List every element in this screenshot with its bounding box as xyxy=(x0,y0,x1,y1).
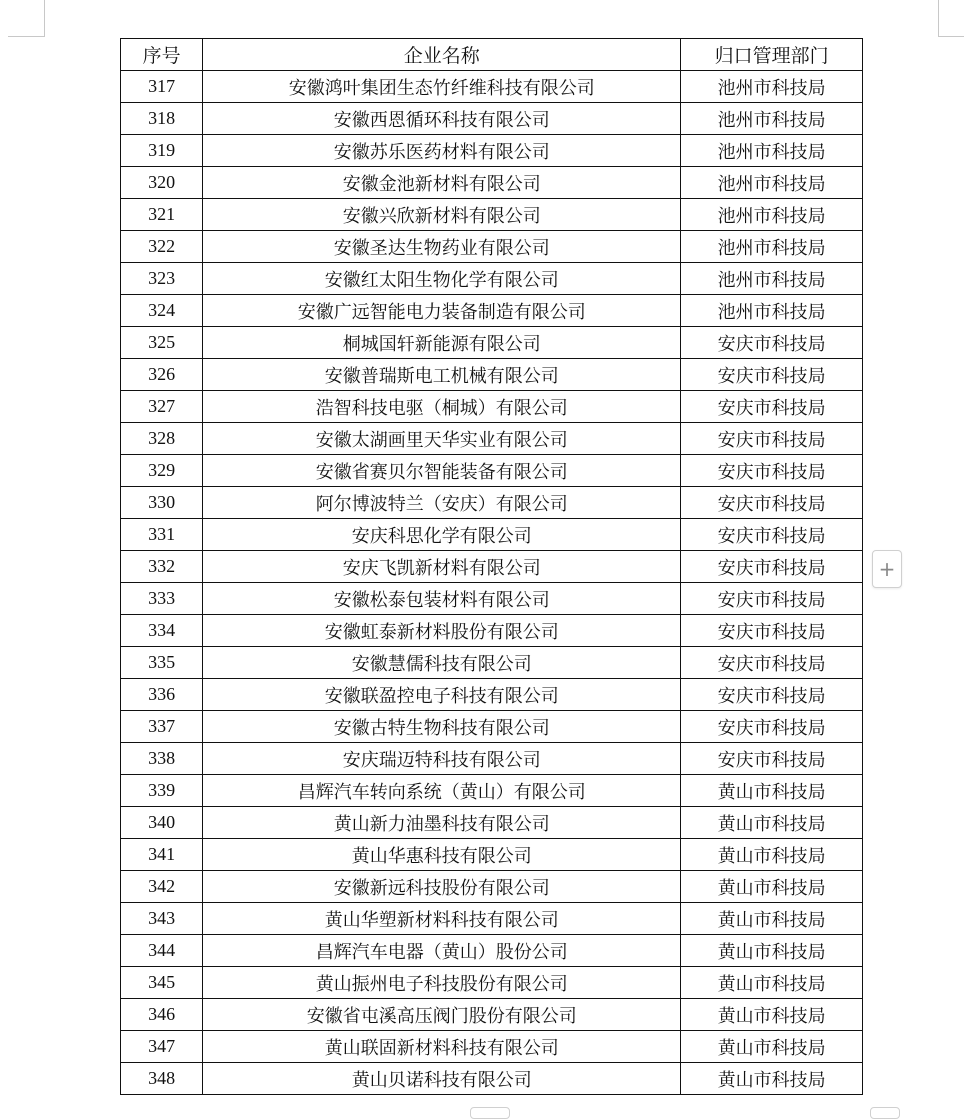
cell-company-name: 安徽红太阳生物化学有限公司 xyxy=(203,263,681,295)
cell-department: 安庆市科技局 xyxy=(681,423,863,455)
cell-index: 330 xyxy=(121,487,203,519)
cell-index: 321 xyxy=(121,199,203,231)
cell-company-name: 黄山新力油墨科技有限公司 xyxy=(203,807,681,839)
cell-company-name: 安徽金池新材料有限公司 xyxy=(203,167,681,199)
cell-department: 安庆市科技局 xyxy=(681,391,863,423)
cell-company-name: 昌辉汽车电器（黄山）股份公司 xyxy=(203,935,681,967)
table-row xyxy=(121,327,863,359)
cell-index: 334 xyxy=(121,615,203,647)
cell-index: 324 xyxy=(121,295,203,327)
header-department: 归口管理部门 xyxy=(681,39,863,71)
cell-index: 342 xyxy=(121,871,203,903)
cell-company-name: 安徽新远科技股份有限公司 xyxy=(203,871,681,903)
cell-department: 池州市科技局 xyxy=(681,71,863,103)
table-row xyxy=(121,551,863,583)
add-button[interactable] xyxy=(872,550,902,588)
cell-index: 320 xyxy=(121,167,203,199)
cell-department: 池州市科技局 xyxy=(681,135,863,167)
cell-department: 黄山市科技局 xyxy=(681,775,863,807)
cell-company-name: 安徽兴欣新材料有限公司 xyxy=(203,199,681,231)
cell-company-name: 安徽普瑞斯电工机械有限公司 xyxy=(203,359,681,391)
cell-index: 317 xyxy=(121,71,203,103)
table-row xyxy=(121,1031,863,1063)
cell-department: 黄山市科技局 xyxy=(681,967,863,999)
cell-index: 329 xyxy=(121,455,203,487)
table-header-row xyxy=(121,39,863,71)
cell-company-name: 安徽虹泰新材料股份有限公司 xyxy=(203,615,681,647)
cell-company-name: 安庆科思化学有限公司 xyxy=(203,519,681,551)
cell-index: 346 xyxy=(121,999,203,1031)
cell-department: 黄山市科技局 xyxy=(681,871,863,903)
cell-company-name: 安庆飞凯新材料有限公司 xyxy=(203,551,681,583)
table-row xyxy=(121,615,863,647)
table-row xyxy=(121,711,863,743)
cell-department: 黄山市科技局 xyxy=(681,1063,863,1095)
table-row xyxy=(121,935,863,967)
cell-department: 安庆市科技局 xyxy=(681,711,863,743)
cell-index: 336 xyxy=(121,679,203,711)
cell-department: 黄山市科技局 xyxy=(681,999,863,1031)
cell-company-name: 安徽省赛贝尔智能装备有限公司 xyxy=(203,455,681,487)
cell-index: 339 xyxy=(121,775,203,807)
table-row xyxy=(121,359,863,391)
header-company-name: 企业名称 xyxy=(203,39,681,71)
cell-department: 黄山市科技局 xyxy=(681,935,863,967)
cell-company-name: 浩智科技电驱（桐城）有限公司 xyxy=(203,391,681,423)
cell-index: 326 xyxy=(121,359,203,391)
cell-company-name: 安徽鸿叶集团生态竹纤维科技有限公司 xyxy=(203,71,681,103)
cell-index: 348 xyxy=(121,1063,203,1095)
header-index: 序号 xyxy=(121,39,203,71)
table-row xyxy=(121,967,863,999)
cell-company-name: 黄山振州电子科技股份有限公司 xyxy=(203,967,681,999)
cell-department: 安庆市科技局 xyxy=(681,615,863,647)
table-row xyxy=(121,871,863,903)
cell-index: 328 xyxy=(121,423,203,455)
table-row xyxy=(121,71,863,103)
table-row xyxy=(121,199,863,231)
cell-department: 安庆市科技局 xyxy=(681,647,863,679)
cell-department: 黄山市科技局 xyxy=(681,839,863,871)
cell-department: 黄山市科技局 xyxy=(681,903,863,935)
cell-index: 333 xyxy=(121,583,203,615)
cell-index: 341 xyxy=(121,839,203,871)
cell-company-name: 桐城国轩新能源有限公司 xyxy=(203,327,681,359)
cell-department: 安庆市科技局 xyxy=(681,743,863,775)
cell-company-name: 安徽西恩循环科技有限公司 xyxy=(203,103,681,135)
cell-company-name: 安徽苏乐医药材料有限公司 xyxy=(203,135,681,167)
cell-company-name: 黄山华惠科技有限公司 xyxy=(203,839,681,871)
cell-department: 池州市科技局 xyxy=(681,231,863,263)
cell-index: 347 xyxy=(121,1031,203,1063)
table-row xyxy=(121,903,863,935)
cell-company-name: 安徽松泰包装材料有限公司 xyxy=(203,583,681,615)
cell-index: 318 xyxy=(121,103,203,135)
table-row xyxy=(121,135,863,167)
cell-department: 安庆市科技局 xyxy=(681,679,863,711)
cell-index: 325 xyxy=(121,327,203,359)
toolbar-stub[interactable] xyxy=(470,1107,510,1119)
cell-index: 340 xyxy=(121,807,203,839)
cell-department: 安庆市科技局 xyxy=(681,359,863,391)
cell-index: 323 xyxy=(121,263,203,295)
cell-department: 池州市科技局 xyxy=(681,167,863,199)
cell-company-name: 安徽慧儒科技有限公司 xyxy=(203,647,681,679)
plus-icon: + xyxy=(878,557,896,581)
cell-index: 335 xyxy=(121,647,203,679)
cell-company-name: 安徽太湖画里天华实业有限公司 xyxy=(203,423,681,455)
cell-department: 池州市科技局 xyxy=(681,103,863,135)
cell-index: 337 xyxy=(121,711,203,743)
table-row xyxy=(121,231,863,263)
cell-department: 池州市科技局 xyxy=(681,263,863,295)
cell-index: 327 xyxy=(121,391,203,423)
table-row xyxy=(121,391,863,423)
table-row xyxy=(121,999,863,1031)
cell-department: 安庆市科技局 xyxy=(681,487,863,519)
cell-company-name: 安徽圣达生物药业有限公司 xyxy=(203,231,681,263)
cell-company-name: 阿尔博波特兰（安庆）有限公司 xyxy=(203,487,681,519)
cell-index: 338 xyxy=(121,743,203,775)
table-row xyxy=(121,519,863,551)
table-row xyxy=(121,743,863,775)
cell-company-name: 安徽广远智能电力装备制造有限公司 xyxy=(203,295,681,327)
table-row xyxy=(121,103,863,135)
page-corner-mark-top-right xyxy=(938,0,964,37)
cell-department: 安庆市科技局 xyxy=(681,327,863,359)
table-row xyxy=(121,167,863,199)
cell-department: 安庆市科技局 xyxy=(681,583,863,615)
cell-department: 池州市科技局 xyxy=(681,295,863,327)
cell-company-name: 安徽古特生物科技有限公司 xyxy=(203,711,681,743)
cell-department: 安庆市科技局 xyxy=(681,551,863,583)
cell-index: 319 xyxy=(121,135,203,167)
cell-department: 黄山市科技局 xyxy=(681,1031,863,1063)
table-row xyxy=(121,839,863,871)
table-row xyxy=(121,295,863,327)
cell-department: 池州市科技局 xyxy=(681,199,863,231)
cell-company-name: 昌辉汽车转向系统（黄山）有限公司 xyxy=(203,775,681,807)
cell-company-name: 安徽联盈控电子科技有限公司 xyxy=(203,679,681,711)
table-row xyxy=(121,487,863,519)
cell-index: 344 xyxy=(121,935,203,967)
cell-department: 安庆市科技局 xyxy=(681,519,863,551)
table-row xyxy=(121,423,863,455)
cell-company-name: 黄山贝诺科技有限公司 xyxy=(203,1063,681,1095)
cell-company-name: 安庆瑞迈特科技有限公司 xyxy=(203,743,681,775)
cell-index: 332 xyxy=(121,551,203,583)
cell-index: 331 xyxy=(121,519,203,551)
cell-index: 343 xyxy=(121,903,203,935)
cell-index: 322 xyxy=(121,231,203,263)
table-row xyxy=(121,583,863,615)
table-row xyxy=(121,263,863,295)
page-corner-mark-top-left xyxy=(8,0,45,37)
cell-department: 安庆市科技局 xyxy=(681,455,863,487)
cell-company-name: 安徽省屯溪高压阀门股份有限公司 xyxy=(203,999,681,1031)
table-row xyxy=(121,679,863,711)
cell-company-name: 黄山华塑新材料科技有限公司 xyxy=(203,903,681,935)
table-row xyxy=(121,455,863,487)
toolbar-stub[interactable] xyxy=(870,1107,900,1119)
table-row xyxy=(121,1063,863,1095)
table-row xyxy=(121,775,863,807)
cell-index: 345 xyxy=(121,967,203,999)
cell-company-name: 黄山联固新材料科技有限公司 xyxy=(203,1031,681,1063)
cell-department: 黄山市科技局 xyxy=(681,807,863,839)
enterprise-table xyxy=(120,38,863,1095)
table-row xyxy=(121,647,863,679)
table-row xyxy=(121,807,863,839)
